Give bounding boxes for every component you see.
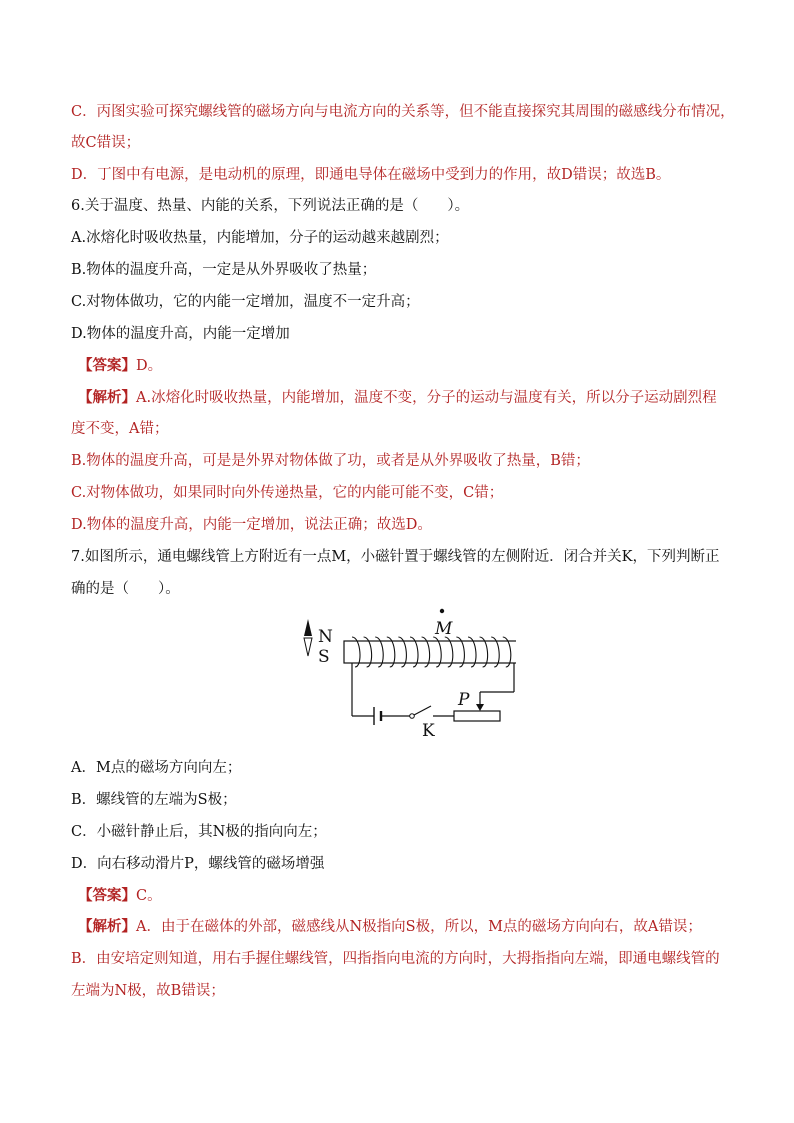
label-n: N bbox=[318, 627, 333, 647]
option-6b: B.物体的温度升高，一定是从外界吸收了热量； bbox=[71, 262, 377, 278]
text-line: D.物体的温度升高，内能一定增加，说法正确；故选D。 bbox=[71, 517, 432, 533]
compass-needle-north bbox=[304, 619, 312, 636]
text-line: 度不变，A错； bbox=[71, 421, 169, 437]
label-k: K bbox=[422, 721, 435, 741]
answer-value: D。 bbox=[136, 358, 163, 374]
switch-contact bbox=[410, 714, 415, 719]
switch-blade bbox=[414, 706, 431, 715]
text-line: 故C错误； bbox=[71, 135, 141, 151]
analysis-text: A.冰熔化时吸收热量，内能增加，温度不变，分子的运动与温度有关，所以分子运动剧烈程 bbox=[136, 390, 717, 406]
analysis-tag: 【解析】 bbox=[78, 918, 136, 935]
text-line: D．丁图中有电源，是电动机的原理，即通电导体在磁场中受到力的作用，故D错误；故选B。 bbox=[71, 167, 671, 183]
text-line: B．由安培定则知道，用右手握住螺线管，四指指向电流的方向时，大拇指指向左端，即通电螺线管的 bbox=[71, 951, 720, 967]
analysis-tag: 【解析】 bbox=[78, 389, 136, 406]
option-7a: A．M点的磁场方向向左； bbox=[71, 760, 242, 776]
analysis-6-a bbox=[78, 389, 717, 407]
answer-value: C。 bbox=[136, 888, 162, 904]
question-6: 6.关于温度、热量、内能的关系，下列说法正确的是（ ）。 bbox=[71, 198, 470, 214]
option-6c: C.对物体做功，它的内能一定增加，温度不一定升高； bbox=[71, 294, 420, 310]
answer-tag: 【答案】 bbox=[78, 357, 136, 374]
solenoid-circuit-diagram bbox=[296, 604, 516, 750]
rheostat bbox=[454, 711, 500, 721]
analysis-7-a bbox=[78, 918, 702, 936]
answer-tag: 【答案】 bbox=[78, 887, 136, 904]
question-7-cont: 确的是（ ）。 bbox=[71, 581, 180, 597]
option-6d: D.物体的温度升高，内能一定增加 bbox=[71, 326, 290, 342]
option-7d: D．向右移动滑片P，螺线管的磁场增强 bbox=[71, 856, 325, 872]
answer-6 bbox=[78, 357, 162, 375]
text-line: B.物体的温度升高，可是是外界对物体做了功，或者是从外界吸收了热量，B错； bbox=[71, 453, 590, 469]
point-m-dot bbox=[440, 609, 444, 613]
slider-arrow bbox=[476, 704, 484, 711]
option-6a: A.冰熔化时吸收热量，内能增加，分子的运动越来越剧烈； bbox=[71, 230, 449, 246]
analysis-text: A．由于在磁体的外部，磁感线从N极指向S极，所以，M点的磁场方向向右，故A错误； bbox=[136, 919, 702, 935]
option-7b: B．螺线管的左端为S极； bbox=[71, 792, 237, 808]
label-m: M bbox=[435, 619, 453, 639]
question-7: 7.如图所示，通电螺线管上方附近有一点M，小磁针置于螺线管的左侧附近．闭合并关K，下列判断正 bbox=[71, 549, 720, 565]
text-line: 左端为N极，故B错误； bbox=[71, 983, 225, 999]
label-p: P bbox=[458, 690, 470, 710]
text-line: C.对物体做功，如果同时向外传递热量，它的内能可能不变，C错； bbox=[71, 485, 504, 501]
option-7c: C．小磁针静止后，其N极的指向向左； bbox=[71, 824, 327, 840]
text-line: C．丙图实验可探究螺线管的磁场方向与电流方向的关系等，但不能直接探究其周围的磁感线分布情况， bbox=[71, 104, 735, 120]
label-s: S bbox=[318, 647, 330, 667]
answer-7 bbox=[78, 887, 162, 905]
compass-needle-south bbox=[304, 638, 312, 656]
